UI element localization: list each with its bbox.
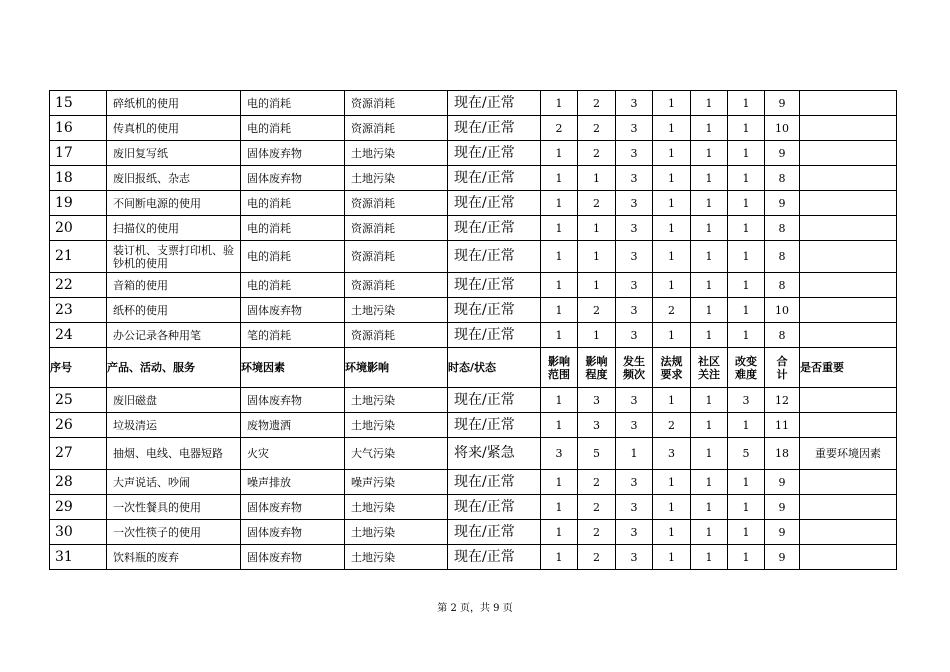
table-row [50,388,897,413]
state-cell: 现在/正常 [448,166,541,191]
activity-cell: 抽烟、电线、电器短路 [107,438,241,470]
score-cell: 1 [578,273,616,298]
score-cell: 3 [616,241,653,273]
score-cell: 3 [616,323,653,348]
impact-cell: 大气污染 [345,438,448,470]
header-factor: 环境因素 [241,348,345,388]
table-row [50,520,897,545]
impact-cell: 土地污染 [345,141,448,166]
total-cell: 8 [765,273,800,298]
score-cell: 3 [616,520,653,545]
activity-cell: 废旧报纸、杂志 [107,166,241,191]
row-number: 29 [50,495,107,520]
score-cell: 3 [653,438,691,470]
impact-cell: 土地污染 [345,520,448,545]
score-cell: 1 [691,545,728,570]
factor-cell: 固体废弃物 [241,166,345,191]
factor-cell: 固体废弃物 [241,141,345,166]
score-cell: 1 [691,298,728,323]
score-cell: 1 [691,273,728,298]
importance-cell [800,495,897,520]
score-cell: 1 [653,388,691,413]
activity-cell: 办公记录各种用笔 [107,323,241,348]
score-cell: 1 [691,438,728,470]
total-cell: 10 [765,298,800,323]
score-cell: 2 [578,545,616,570]
score-cell: 3 [616,413,653,438]
score-cell: 1 [691,470,728,495]
score-cell: 1 [578,241,616,273]
importance-cell [800,141,897,166]
factor-cell: 火灾 [241,438,345,470]
score-cell: 1 [691,388,728,413]
impact-cell: 资源消耗 [345,216,448,241]
environmental-factor-table [49,90,897,570]
header-important: 是否重要 [800,348,897,388]
state-cell: 现在/正常 [448,388,541,413]
importance-cell [800,166,897,191]
impact-cell: 资源消耗 [345,191,448,216]
importance-cell: 重要环境因素 [800,438,897,470]
activity-cell: 传真机的使用 [107,116,241,141]
row-number: 28 [50,470,107,495]
score-cell: 3 [616,298,653,323]
state-cell: 现在/正常 [448,191,541,216]
score-cell: 1 [653,191,691,216]
score-cell: 1 [653,241,691,273]
factor-cell: 电的消耗 [241,191,345,216]
row-number: 19 [50,191,107,216]
total-cell: 9 [765,191,800,216]
importance-cell [800,413,897,438]
score-cell: 1 [653,323,691,348]
total-cell: 12 [765,388,800,413]
score-cell: 1 [541,91,578,116]
activity-cell: 装订机、支票打印机、验钞机的使用 [107,241,241,273]
activity-cell: 一次性筷子的使用 [107,520,241,545]
header-regulation: 法规 要求 [653,348,691,388]
score-cell: 1 [728,273,765,298]
score-cell: 1 [691,216,728,241]
score-cell: 3 [616,166,653,191]
total-cell: 8 [765,166,800,191]
header-state: 时态/状态 [448,348,541,388]
header-total: 合 计 [765,348,800,388]
score-cell: 1 [728,470,765,495]
score-cell: 1 [728,216,765,241]
score-cell: 2 [578,470,616,495]
score-cell: 1 [578,323,616,348]
row-number: 16 [50,116,107,141]
activity-cell: 不间断电源的使用 [107,191,241,216]
score-cell: 5 [728,438,765,470]
score-cell: 5 [578,438,616,470]
score-cell: 1 [541,495,578,520]
table-row [50,91,897,116]
score-cell: 1 [691,141,728,166]
factor-cell: 固体废弃物 [241,388,345,413]
score-cell: 1 [653,520,691,545]
state-cell: 现在/正常 [448,91,541,116]
score-cell: 1 [541,241,578,273]
row-number: 21 [50,241,107,273]
impact-cell: 土地污染 [345,495,448,520]
score-cell: 1 [653,273,691,298]
total-cell: 8 [765,216,800,241]
row-number: 17 [50,141,107,166]
activity-cell: 音箱的使用 [107,273,241,298]
state-cell: 现在/正常 [448,495,541,520]
table-row [50,470,897,495]
row-number: 18 [50,166,107,191]
score-cell: 1 [728,323,765,348]
score-cell: 3 [541,438,578,470]
score-cell: 1 [653,166,691,191]
row-number: 20 [50,216,107,241]
state-cell: 现在/正常 [448,413,541,438]
score-cell: 1 [616,438,653,470]
factor-cell: 电的消耗 [241,216,345,241]
table-row [50,495,897,520]
importance-cell [800,470,897,495]
impact-cell: 土地污染 [345,545,448,570]
score-cell: 1 [728,116,765,141]
impact-cell: 资源消耗 [345,323,448,348]
total-cell: 9 [765,495,800,520]
activity-cell: 纸杯的使用 [107,298,241,323]
score-cell: 1 [653,216,691,241]
table-row [50,191,897,216]
score-cell: 3 [616,545,653,570]
score-cell: 3 [616,388,653,413]
total-cell: 10 [765,116,800,141]
state-cell: 将来/紧急 [448,438,541,470]
score-cell: 1 [541,298,578,323]
score-cell: 2 [578,191,616,216]
state-cell: 现在/正常 [448,273,541,298]
page-footer: 第 2 页，共 9 页 [437,603,513,614]
activity-cell: 大声说话、吵闹 [107,470,241,495]
total-cell: 9 [765,520,800,545]
score-cell: 3 [616,141,653,166]
score-cell: 2 [653,298,691,323]
header-row [50,348,897,388]
score-cell: 1 [541,191,578,216]
importance-cell [800,298,897,323]
impact-cell: 噪声污染 [345,470,448,495]
row-number: 24 [50,323,107,348]
score-cell: 2 [578,298,616,323]
score-cell: 2 [653,413,691,438]
header-no: 序号 [50,348,107,388]
score-cell: 3 [616,191,653,216]
row-number: 26 [50,413,107,438]
table-row [50,241,897,273]
score-cell: 1 [691,413,728,438]
header-impact: 环境影响 [345,348,448,388]
score-cell: 1 [541,545,578,570]
score-cell: 3 [728,388,765,413]
impact-cell: 资源消耗 [345,273,448,298]
score-cell: 1 [653,141,691,166]
table-row [50,323,897,348]
score-cell: 3 [616,116,653,141]
score-cell: 1 [691,91,728,116]
factor-cell: 固体废弃物 [241,298,345,323]
score-cell: 1 [728,141,765,166]
factor-cell: 噪声排放 [241,470,345,495]
importance-cell [800,191,897,216]
header-activity: 产品、活动、服务 [107,348,241,388]
total-cell: 11 [765,413,800,438]
impact-cell: 土地污染 [345,298,448,323]
row-number: 31 [50,545,107,570]
table-row [50,273,897,298]
factor-cell: 电的消耗 [241,116,345,141]
state-cell: 现在/正常 [448,116,541,141]
row-number: 25 [50,388,107,413]
total-cell: 18 [765,438,800,470]
score-cell: 3 [616,273,653,298]
score-cell: 2 [578,141,616,166]
importance-cell [800,273,897,298]
score-cell: 1 [653,495,691,520]
score-cell: 2 [578,116,616,141]
total-cell: 8 [765,323,800,348]
score-cell: 2 [578,495,616,520]
header-community: 社区 关注 [691,348,728,388]
score-cell: 1 [728,545,765,570]
header-scope: 影响 范围 [541,348,578,388]
score-cell: 1 [691,166,728,191]
factor-cell: 电的消耗 [241,241,345,273]
total-cell: 8 [765,241,800,273]
state-cell: 现在/正常 [448,470,541,495]
row-number: 23 [50,298,107,323]
total-cell: 9 [765,141,800,166]
score-cell: 1 [728,495,765,520]
row-number: 15 [50,91,107,116]
row-number: 22 [50,273,107,298]
score-cell: 2 [578,520,616,545]
factor-cell: 固体废弃物 [241,495,345,520]
score-cell: 1 [653,545,691,570]
table-row [50,116,897,141]
activity-cell: 废旧复写纸 [107,141,241,166]
score-cell: 1 [541,166,578,191]
score-cell: 1 [541,413,578,438]
score-cell: 1 [728,413,765,438]
table-row [50,298,897,323]
table-row [50,545,897,570]
importance-cell [800,388,897,413]
table-row [50,166,897,191]
score-cell: 2 [541,116,578,141]
score-cell: 1 [541,141,578,166]
score-cell: 1 [541,216,578,241]
state-cell: 现在/正常 [448,520,541,545]
total-cell: 9 [765,91,800,116]
state-cell: 现在/正常 [448,141,541,166]
importance-cell [800,520,897,545]
score-cell: 1 [653,470,691,495]
importance-cell [800,323,897,348]
header-difficulty: 改变 难度 [728,348,765,388]
score-cell: 1 [728,520,765,545]
table-row [50,141,897,166]
score-cell: 3 [616,91,653,116]
state-cell: 现在/正常 [448,216,541,241]
state-cell: 现在/正常 [448,241,541,273]
impact-cell: 土地污染 [345,388,448,413]
activity-cell: 废旧磁盘 [107,388,241,413]
score-cell: 1 [691,495,728,520]
score-cell: 1 [691,520,728,545]
score-cell: 1 [578,166,616,191]
table-row [50,413,897,438]
impact-cell: 土地污染 [345,413,448,438]
importance-cell [800,545,897,570]
importance-cell [800,91,897,116]
impact-cell: 资源消耗 [345,116,448,141]
score-cell: 1 [541,520,578,545]
importance-cell [800,116,897,141]
impact-cell: 土地污染 [345,166,448,191]
score-cell: 3 [616,216,653,241]
score-cell: 2 [578,91,616,116]
row-number: 30 [50,520,107,545]
score-cell: 1 [691,191,728,216]
score-cell: 1 [691,116,728,141]
score-cell: 1 [728,241,765,273]
score-cell: 1 [691,241,728,273]
activity-cell: 一次性餐具的使用 [107,495,241,520]
factor-cell: 笔的消耗 [241,323,345,348]
table-row [50,438,897,470]
score-cell: 1 [728,91,765,116]
table-row [50,216,897,241]
score-cell: 1 [728,298,765,323]
score-cell: 1 [691,323,728,348]
score-cell: 3 [616,470,653,495]
score-cell: 1 [541,323,578,348]
total-cell: 9 [765,545,800,570]
factor-cell: 电的消耗 [241,91,345,116]
impact-cell: 资源消耗 [345,91,448,116]
activity-cell: 碎纸机的使用 [107,91,241,116]
impact-cell: 资源消耗 [345,241,448,273]
activity-cell: 扫描仪的使用 [107,216,241,241]
score-cell: 1 [653,116,691,141]
score-cell: 1 [541,388,578,413]
row-number: 27 [50,438,107,470]
importance-cell [800,241,897,273]
state-cell: 现在/正常 [448,323,541,348]
score-cell: 1 [541,470,578,495]
importance-cell [800,216,897,241]
state-cell: 现在/正常 [448,298,541,323]
score-cell: 3 [578,413,616,438]
total-cell: 9 [765,470,800,495]
factor-cell: 电的消耗 [241,273,345,298]
factor-cell: 固体废弃物 [241,520,345,545]
score-cell: 3 [578,388,616,413]
header-degree: 影响 程度 [578,348,616,388]
activity-cell: 饮料瓶的废弃 [107,545,241,570]
factor-cell: 固体废弃物 [241,545,345,570]
state-cell: 现在/正常 [448,545,541,570]
activity-cell: 垃圾清运 [107,413,241,438]
score-cell: 1 [578,216,616,241]
score-cell: 3 [616,495,653,520]
factor-cell: 废物遗洒 [241,413,345,438]
header-frequency: 发生 频次 [616,348,653,388]
score-cell: 1 [653,91,691,116]
score-cell: 1 [728,166,765,191]
score-cell: 1 [728,191,765,216]
score-cell: 1 [541,273,578,298]
